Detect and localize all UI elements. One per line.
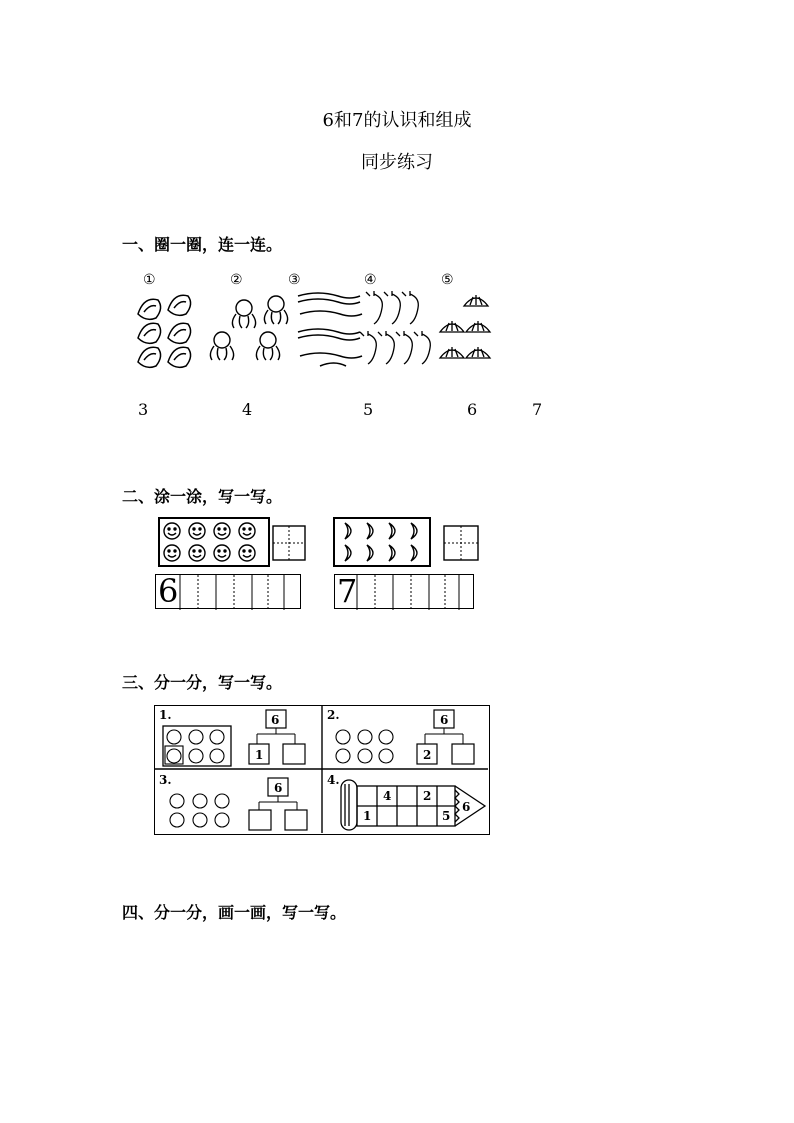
smiley-icon[interactable] (189, 523, 205, 539)
smiley-icon[interactable] (214, 523, 230, 539)
smiley-icon[interactable] (189, 545, 205, 561)
panel-3-total: 6 (274, 781, 283, 795)
shrimp-icon (360, 291, 430, 364)
fish-icon (298, 293, 362, 366)
panel-1-label: 1. (159, 708, 172, 722)
match-number-5: 5 (363, 400, 374, 419)
sample-digit-7: 7 (337, 572, 358, 610)
moon-box (333, 517, 431, 567)
panel-4-label: 4. (327, 773, 340, 787)
split-table (154, 705, 490, 835)
panel-1-total: 6 (271, 713, 280, 727)
pencil-number-2: 2 (423, 789, 432, 803)
pencil-number-4: 4 (383, 789, 392, 803)
writing-row-7[interactable] (334, 574, 474, 609)
section-4-heading: 四、分一分，画一画，写一写。 (122, 903, 347, 922)
page-title: 6和7的认识和组成 (322, 110, 472, 131)
answer-square-2[interactable] (443, 525, 479, 561)
panel-2-total: 6 (440, 713, 449, 727)
moon-icon[interactable] (411, 545, 417, 561)
moon-icon[interactable] (389, 523, 395, 539)
smiley-icon[interactable] (214, 545, 230, 561)
marker-4: ④ (364, 272, 377, 288)
animal-pictures (130, 288, 500, 374)
panel-3-label: 3. (159, 773, 172, 787)
sample-digit-6: 6 (158, 572, 179, 610)
section-3-heading: 三、分一分，写一写。 (122, 673, 283, 692)
smiley-icon[interactable] (164, 545, 180, 561)
smiley-icon[interactable] (239, 545, 255, 561)
smiley-icon[interactable] (239, 523, 255, 539)
smiley-box (158, 517, 270, 567)
clam-icon (440, 295, 490, 358)
moon-icon[interactable] (389, 545, 395, 561)
moon-icon[interactable] (367, 545, 373, 561)
panel-1-part-left: 1 (255, 748, 264, 762)
marker-1: ① (143, 272, 156, 288)
marker-3: ③ (288, 272, 301, 288)
moon-icon[interactable] (345, 545, 351, 561)
pencil-number-6: 6 (462, 800, 471, 814)
shell-icon (138, 295, 191, 367)
writing-row-6[interactable] (155, 574, 301, 609)
smiley-icon[interactable] (164, 523, 180, 539)
section-1-heading: 一、圈一圈，连一连。 (122, 235, 283, 254)
marker-2: ② (230, 272, 243, 288)
moon-icon[interactable] (345, 523, 351, 539)
answer-square-1[interactable] (272, 525, 306, 561)
section-2-heading: 二、涂一涂，写一写。 (122, 487, 283, 506)
panel-2-label: 2. (327, 708, 340, 722)
match-number-7: 7 (532, 400, 543, 419)
moon-icon[interactable] (367, 523, 373, 539)
panel-2-part-left: 2 (423, 748, 432, 762)
match-number-4: 4 (242, 400, 253, 419)
page-subtitle: 同步练习 (361, 152, 433, 173)
moon-icon[interactable] (411, 523, 417, 539)
pencil-number-5: 5 (442, 809, 451, 823)
pencil-number-1: 1 (363, 809, 372, 823)
match-number-6: 6 (467, 400, 478, 419)
marker-5: ⑤ (441, 272, 454, 288)
octopus-icon (210, 296, 287, 360)
match-number-3: 3 (138, 400, 149, 419)
